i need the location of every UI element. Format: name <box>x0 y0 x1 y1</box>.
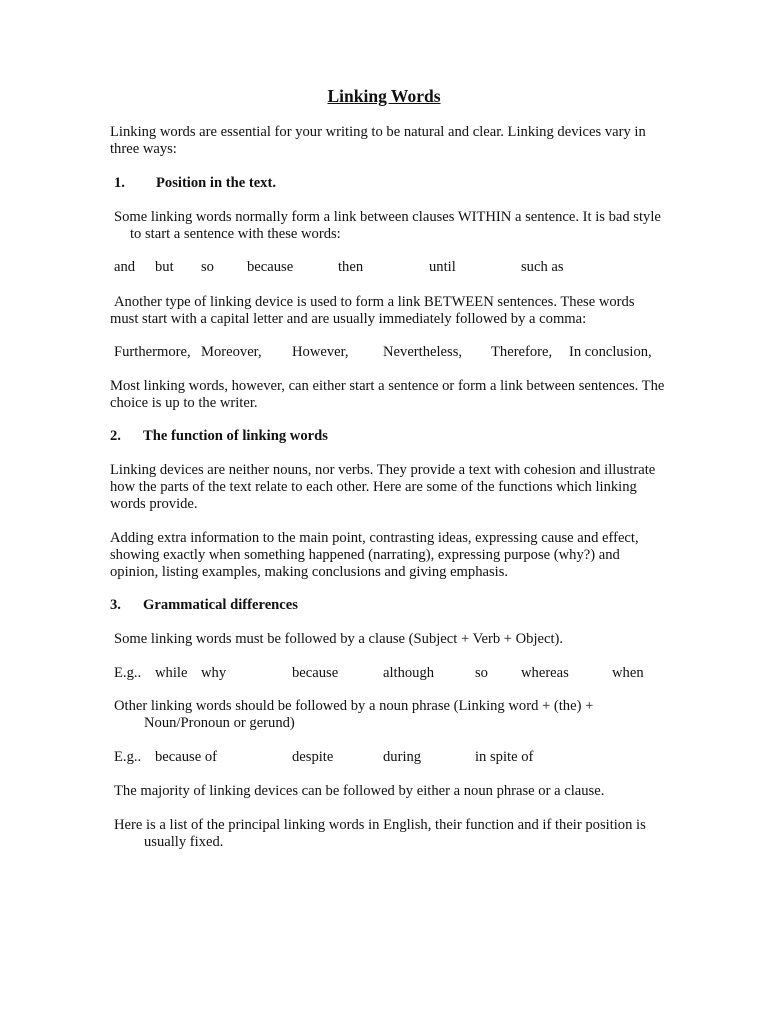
section-3-paragraph-3: The majority of linking devices can be followed by either a noun phrase or a clause. <box>114 783 605 799</box>
word-item: until <box>429 259 456 275</box>
word-list-within <box>0 259 768 276</box>
word-item: However, <box>292 344 349 360</box>
word-item: when <box>612 665 644 681</box>
word-item: Furthermore, <box>114 344 191 360</box>
word-item: although <box>383 665 435 681</box>
word-item: while <box>155 665 188 681</box>
section-3-heading <box>110 597 298 614</box>
word-item: Moreover, <box>201 344 262 360</box>
word-item: but <box>155 259 174 275</box>
section-2-paragraph-1: Linking devices are neither nouns, nor verbs. They provide a text with cohesion and illustrate how the parts of the text relate to each other. Here are some of the functions which linking words provide. <box>110 462 656 512</box>
page-title: Linking Words <box>327 86 441 106</box>
section-3-paragraph-2: Other linking words should be followed by a noun phrase (Linking word + (the) + Noun/Pronoun or gerund) <box>114 698 594 731</box>
word-item: why <box>201 665 227 681</box>
word-item: because of <box>155 749 217 765</box>
section-2-paragraph-2: Adding extra information to the main point, contrasting ideas, expressing cause and effect, showing exactly when something happened (narrating), expressing purpose (why?) and opinion, listing examples, making conclusions and giving emphasis. <box>110 530 639 580</box>
word-item: so <box>475 665 488 681</box>
section-1-paragraph-3: Most linking words, however, can either start a sentence or form a link between sentences. The choice is up to the writer. <box>110 378 665 411</box>
word-item: then <box>338 259 364 275</box>
word-item: whereas <box>521 665 569 681</box>
word-list-between <box>0 344 768 361</box>
word-item: and <box>114 259 136 275</box>
word-item: Nevertheless, <box>383 344 463 360</box>
section-3-paragraph-1: Some linking words must be followed by a clause (Subject + Verb + Object). <box>114 631 564 647</box>
section-2-heading <box>110 428 328 445</box>
section-1-number: 1. <box>114 175 125 191</box>
word-item: such as <box>521 259 564 275</box>
word-item: so <box>201 259 214 275</box>
section-3-title: Grammatical differences <box>143 597 298 613</box>
section-1-paragraph-1: Some linking words normally form a link between clauses WITHIN a sentence. It is bad style to start a sentence with these words: <box>114 209 661 242</box>
section-1-title: Position in the text. <box>156 175 276 191</box>
word-item: because <box>292 665 339 681</box>
word-item: during <box>383 749 422 765</box>
eg-label: E.g.. <box>114 749 142 765</box>
word-item: despite <box>292 749 334 765</box>
word-item: because <box>247 259 294 275</box>
section-3-paragraph-4: Here is a list of the principal linking words in English, their function and if their position is usually fixed. <box>114 817 646 850</box>
intro-paragraph: Linking words are essential for your writing to be natural and clear. Linking devices vary in three ways: <box>110 124 646 157</box>
word-item: in spite of <box>475 749 534 765</box>
section-1-heading <box>114 175 276 192</box>
word-list-noun-phrase <box>0 749 768 766</box>
section-2-title: The function of linking words <box>143 428 328 444</box>
section-1-paragraph-2: Another type of linking device is used to form a link BETWEEN sentences. These words must start with a capital letter and are usually immediately followed by a comma: <box>110 294 635 327</box>
word-list-clause <box>0 665 768 682</box>
word-item: In conclusion, <box>569 344 652 360</box>
eg-label: E.g.. <box>114 665 142 681</box>
word-item: Therefore, <box>491 344 553 360</box>
section-3-number: 3. <box>110 597 121 613</box>
section-2-number: 2. <box>110 428 121 444</box>
